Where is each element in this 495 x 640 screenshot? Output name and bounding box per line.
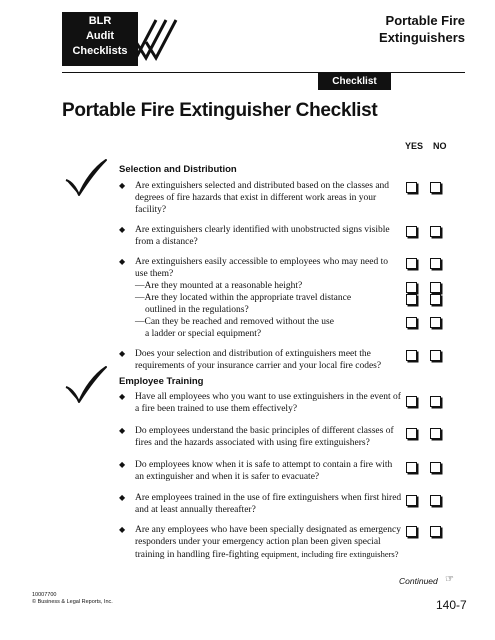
header-title <box>379 12 465 46</box>
header-line-2: Extinguishers <box>379 30 465 45</box>
yes-checkbox[interactable] <box>406 258 417 269</box>
no-checkbox[interactable] <box>430 462 441 473</box>
item-text: Are any employees who have been specially designated as emergency responders under your emergency action plan been given special training in handling fire-fighting <box>135 525 401 560</box>
no-checkbox[interactable] <box>430 294 441 305</box>
document-code: 10007700 <box>32 592 57 598</box>
item-text: Do employees understand the basic principles of different classes of fires and the hazards associated with using fire extinguishers? <box>135 426 394 448</box>
item-subtext: —Are they mounted at a reasonable height? <box>135 281 303 291</box>
logo-line-3: Checklists <box>72 45 128 57</box>
logo-line-2: Audit <box>85 30 115 42</box>
continued-label: Continued <box>399 576 438 586</box>
item-subtext: —Can they be reached and removed without the use <box>135 317 334 327</box>
item-subtext: —Are they located within the appropriate travel distance <box>135 293 352 303</box>
no-checkbox[interactable] <box>430 396 441 407</box>
yes-checkbox[interactable] <box>406 495 417 506</box>
item-text: Are extinguishers selected and distributed based on the classes and degrees of fire hazards that exist in different work areas in your facility? <box>135 181 390 215</box>
yes-checkbox[interactable] <box>406 182 417 193</box>
item-subtext: outlined in the regulations? <box>145 305 249 315</box>
yes-checkbox[interactable] <box>406 526 417 537</box>
pointing-hand-icon: ☞ <box>445 574 454 585</box>
item-text: Are employees trained in the use of fire extinguishers when first hired and at least annually thereafter? <box>135 493 402 515</box>
diamond-bullet-icon: ◆ <box>119 493 126 502</box>
yes-checkbox[interactable] <box>406 294 417 305</box>
no-checkbox[interactable] <box>430 526 441 537</box>
yes-column-header: YES <box>405 141 424 151</box>
item-text-small: equipment, including fire extinguishers? <box>261 549 399 559</box>
logo-checkmarks-icon <box>120 14 180 66</box>
yes-checkbox[interactable] <box>406 317 417 328</box>
no-checkbox[interactable] <box>430 282 441 293</box>
checkmark-icon <box>64 158 108 198</box>
section-heading-training: Employee Training <box>119 376 204 387</box>
copyright: © Business & Legal Reports, Inc. <box>32 599 113 605</box>
no-checkbox[interactable] <box>430 226 441 237</box>
item-text: Does your selection and distribution of extinguishers meet the requirements of your insurance carrier and your local fire codes? <box>135 349 382 371</box>
diamond-bullet-icon: ◆ <box>119 392 126 401</box>
diamond-bullet-icon: ◆ <box>119 525 126 534</box>
checklist-tab: Checklist <box>318 73 391 90</box>
logo-line-1: BLR <box>88 15 112 27</box>
no-column-header: NO <box>433 141 447 151</box>
item-text: Do employees know when it is safe to attempt to contain a fire with an extinguisher and when it is safer to evacuate? <box>135 460 393 482</box>
diamond-bullet-icon: ◆ <box>119 181 126 190</box>
page-number: 140-7 <box>436 598 467 612</box>
diamond-bullet-icon: ◆ <box>119 426 126 435</box>
diamond-bullet-icon: ◆ <box>119 257 126 266</box>
section-heading-selection: Selection and Distribution <box>119 164 237 175</box>
yes-checkbox[interactable] <box>406 226 417 237</box>
header-line-1: Portable Fire <box>385 13 465 28</box>
no-checkbox[interactable] <box>430 258 441 269</box>
yes-checkbox[interactable] <box>406 350 417 361</box>
yes-checkbox[interactable] <box>406 428 417 439</box>
no-checkbox[interactable] <box>430 317 441 328</box>
diamond-bullet-icon: ◆ <box>119 225 126 234</box>
no-checkbox[interactable] <box>430 428 441 439</box>
page-title: Portable Fire Extinguisher Checklist <box>62 100 378 121</box>
item-text: Are extinguishers clearly identified with unobstructed signs visible from a distance? <box>135 225 390 247</box>
yes-checkbox[interactable] <box>406 462 417 473</box>
no-checkbox[interactable] <box>430 182 441 193</box>
diamond-bullet-icon: ◆ <box>119 349 126 358</box>
item-text: Are extinguishers easily accessible to employees who may need to use them? <box>135 257 388 279</box>
yes-checkbox[interactable] <box>406 396 417 407</box>
no-checkbox[interactable] <box>430 350 441 361</box>
header-divider <box>62 72 465 73</box>
item-text: Have all employees who you want to use extinguishers in the event of a fire been trained to use them effectively? <box>135 392 401 414</box>
diamond-bullet-icon: ◆ <box>119 460 126 469</box>
footer-info <box>32 592 113 606</box>
yes-checkbox[interactable] <box>406 282 417 293</box>
item-subtext: a ladder or special equipment? <box>145 329 262 339</box>
no-checkbox[interactable] <box>430 495 441 506</box>
checkmark-icon <box>64 365 108 405</box>
